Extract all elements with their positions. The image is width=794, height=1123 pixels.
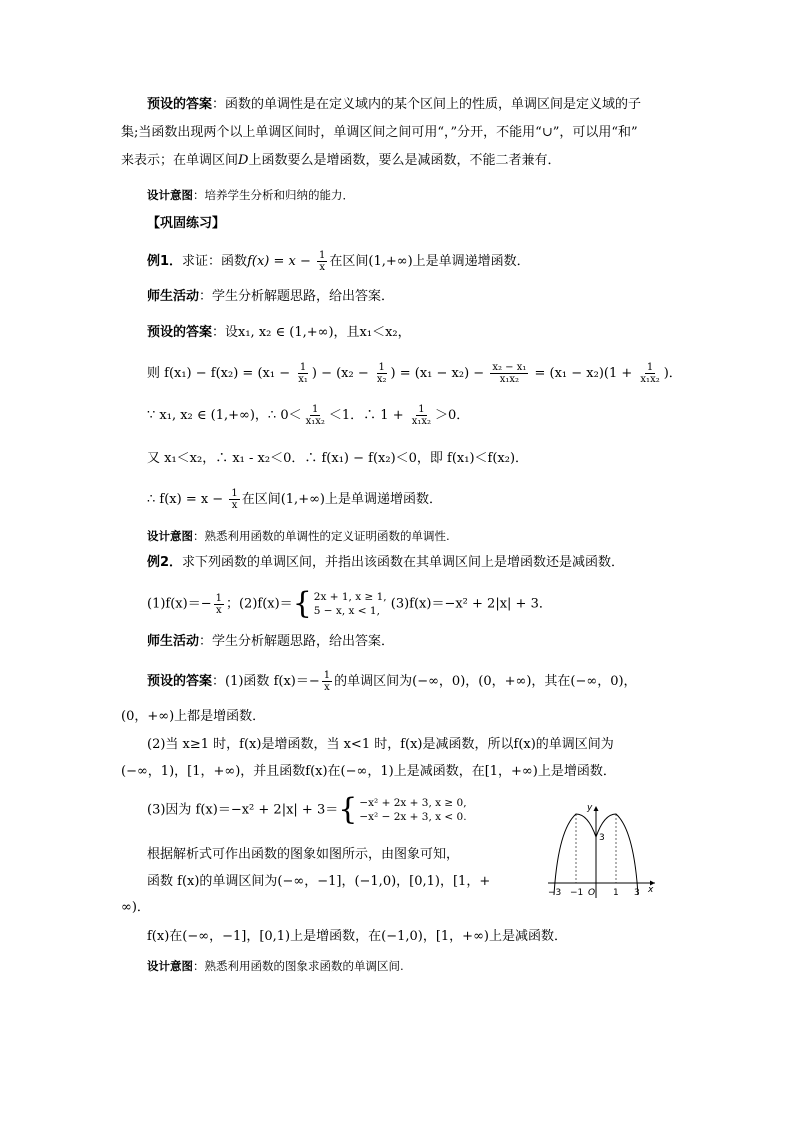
math: ；(2)f(x)＝ (225, 596, 293, 612)
example-2 (147, 553, 624, 573)
intent-label: 设计意图 (147, 959, 193, 973)
answer-label: 预设的答案 (147, 674, 213, 689)
den: x (215, 604, 222, 616)
den: x₁x₂ (640, 374, 660, 385)
design-intent-1 (147, 185, 354, 205)
math: f(x) = x − (247, 254, 315, 269)
piece-row: 2x + 1, x ≥ 1, (313, 591, 387, 603)
fraction (229, 488, 239, 511)
answer-2-line-3: (2)当 x≥1 时，f(x)是增函数，当 x<1 时，f(x)是减函数，所以f(x)的单调区间为 (147, 737, 614, 752)
axis-x-label: x (648, 885, 654, 895)
answer-1-line-2 (147, 362, 682, 385)
design-intent-2 (147, 526, 450, 546)
math: ) = (x₁ − x₂) − (390, 366, 489, 381)
x-tick-label: 1 (613, 888, 619, 898)
y-axis-arrow (594, 806, 599, 811)
piece-row: 5 − x, x < 1, (313, 605, 380, 617)
math: = (x₁ − x₂)(1 + (530, 366, 637, 381)
piecewise-brace: { −x² + 2x + 3, x ≥ 0, −x² − 2x + 3, x < 0. (338, 792, 467, 827)
example-label: 例2． (147, 555, 183, 570)
text: 来表示；在单调区间 (121, 153, 239, 168)
den: x (231, 500, 238, 511)
math: (1)f(x)＝− (147, 596, 212, 612)
math: ∵ x₁, x₂ ∈ (1,+∞)，∴ 0＜ (147, 408, 302, 423)
text: ：学生分析解题思路，给出答案． (199, 289, 395, 304)
text: 求证：函数 (182, 254, 248, 269)
math: ：(1)函数 f(x)＝− (212, 674, 320, 689)
math: ＜1．∴ 1 + (328, 408, 408, 423)
piecewise-brace: { 2x + 1, x ≥ 1, 5 − x, x < 1, (292, 586, 387, 621)
axis-y-label: y (587, 803, 593, 813)
answer-paragraph-line-2 (121, 123, 638, 143)
intent-text: ：培养学生分析和归纳的能力． (193, 188, 354, 202)
answer-paragraph-line-1 (147, 95, 641, 115)
answer-1-line-5 (147, 488, 442, 511)
y-tick-label: 3 (599, 833, 605, 843)
math: ＞0． (435, 408, 470, 423)
answer-1-line-3 (147, 404, 469, 427)
answer-2-line-9: f(x)在(−∞，−1]，[0,1)上是增函数，在(−1,0)，[1，+∞)上是减函数． (147, 929, 567, 944)
activity-label: 师生活动 (147, 289, 200, 304)
answer-2-line-8: ∞)． (121, 900, 150, 915)
text: ：函数的单调性是在定义域内的某个区间上的性质，单调区间是定义域的子 (212, 97, 642, 112)
den: x₁ (298, 374, 308, 385)
answer-label: 预设的答案 (147, 325, 213, 340)
answer-2-line-5 (147, 792, 467, 827)
function-graph (540, 800, 660, 900)
den: x₁x₂ (411, 416, 432, 427)
piece-row: −x² + 2x + 3, x ≥ 0, (359, 797, 467, 809)
x-tick-label: 3 (634, 888, 640, 898)
math: (3)因为 f(x)＝−x² + 2|x| + 3＝ (147, 802, 339, 818)
den: x₁x₂ (305, 416, 325, 427)
num: 1 (312, 404, 319, 415)
num: 1 (319, 250, 326, 261)
answer-2-line-7: 函数 f(x)的单调区间为(−∞，−1]，(−1,0)，[0,1)，[1，+ (147, 874, 491, 889)
activity-1 (147, 287, 394, 307)
num: 1 (323, 670, 331, 681)
math: ∴ f(x) = x − (147, 492, 228, 507)
example-label: 例1． (147, 254, 183, 269)
num: 1 (231, 488, 238, 499)
intent-label: 设计意图 (147, 188, 193, 202)
math: (3)f(x)＝−x² + 2|x| + 3． (386, 596, 552, 612)
num: x₂ − x₁ (492, 362, 527, 373)
fraction (410, 404, 433, 427)
text: 上函数要么是增函数，要么是减函数，不能二者兼有． (248, 153, 561, 168)
intent-text: ：熟悉利用函数的单调性的定义证明函数的单调性. (193, 529, 450, 543)
fraction (317, 250, 327, 273)
answer-paragraph-line-3 (121, 151, 560, 171)
text: 的单调区间为(−∞，0)，(0，+∞)，其在(−∞，0)， (334, 674, 637, 689)
text: 集;当函数出现两个以上单调区间时，单调区间之间可用“，”分开，不能用“∪”，可以用“和” (121, 125, 638, 140)
design-intent-3 (147, 956, 404, 976)
text: 求下列函数的单调区间，并指出该函数在其单调区间上是增函数还是减函数． (182, 555, 625, 570)
den: x (319, 262, 325, 273)
num: 1 (646, 362, 654, 373)
text: 在区间(1,+∞)上是单调递增函数． (329, 254, 530, 269)
x-tick-label: O (588, 888, 596, 898)
den: x (324, 682, 330, 693)
math: ) − (x₂ − (311, 366, 373, 381)
intent-label: 设计意图 (147, 529, 193, 543)
fraction (304, 404, 327, 427)
fraction (214, 593, 224, 616)
math: )． (663, 366, 682, 381)
num: 1 (378, 362, 385, 373)
den: x₁x₂ (499, 374, 519, 385)
text: 在区间(1,+∞)上是单调递增函数． (241, 492, 442, 507)
answer-2-line-2: (0，+∞)上都是增函数． (121, 709, 266, 724)
piece-row: −x² − 2x + 3, x < 0. (359, 811, 467, 823)
text: ：设x₁, x₂ ∈ (1,+∞)，且x₁＜x₂， (212, 325, 411, 340)
math: 则 f(x₁) − f(x₂) = (x₁ − (147, 366, 295, 381)
text: ：学生分析解题思路，给出答案． (199, 634, 395, 649)
fraction (296, 362, 310, 385)
var-d: D (238, 153, 249, 168)
answer-2-line-4: (−∞，1)，[1，+∞)，并且函数f(x)在(−∞，1)上是减函数，在[1，+∞)上是增函数． (121, 764, 616, 779)
intent-text: ：熟悉利用函数的图象求函数的单调区间. (193, 959, 404, 973)
fraction (375, 362, 389, 385)
answer-1-line-1 (147, 323, 411, 343)
fraction (490, 362, 528, 385)
activity-2 (147, 632, 394, 652)
num: 1 (418, 404, 425, 415)
example-2-parts (147, 586, 552, 621)
x-tick-label: −1 (570, 888, 584, 898)
answer-2-line-6: 根据解析式可作出函数的图象如图所示，由图象可知， (147, 847, 460, 862)
answer-2-line-1 (147, 670, 637, 693)
section-title: 【巩固练习】 (147, 216, 226, 231)
num: 1 (299, 362, 307, 373)
example-1 (147, 250, 530, 273)
answer-1-line-4: 又 x₁＜x₂，∴ x₁ - x₂＜0．∴ f(x₁) − f(x₂)＜0，即 f(x₁)＜f(x₂)． (147, 451, 529, 466)
den: x₂ (376, 374, 387, 385)
x-tick-label: −3 (548, 888, 562, 898)
fraction (322, 670, 332, 693)
fraction (638, 362, 661, 385)
answer-label: 预设的答案 (147, 97, 213, 112)
num: 1 (215, 592, 222, 604)
activity-label: 师生活动 (147, 634, 200, 649)
